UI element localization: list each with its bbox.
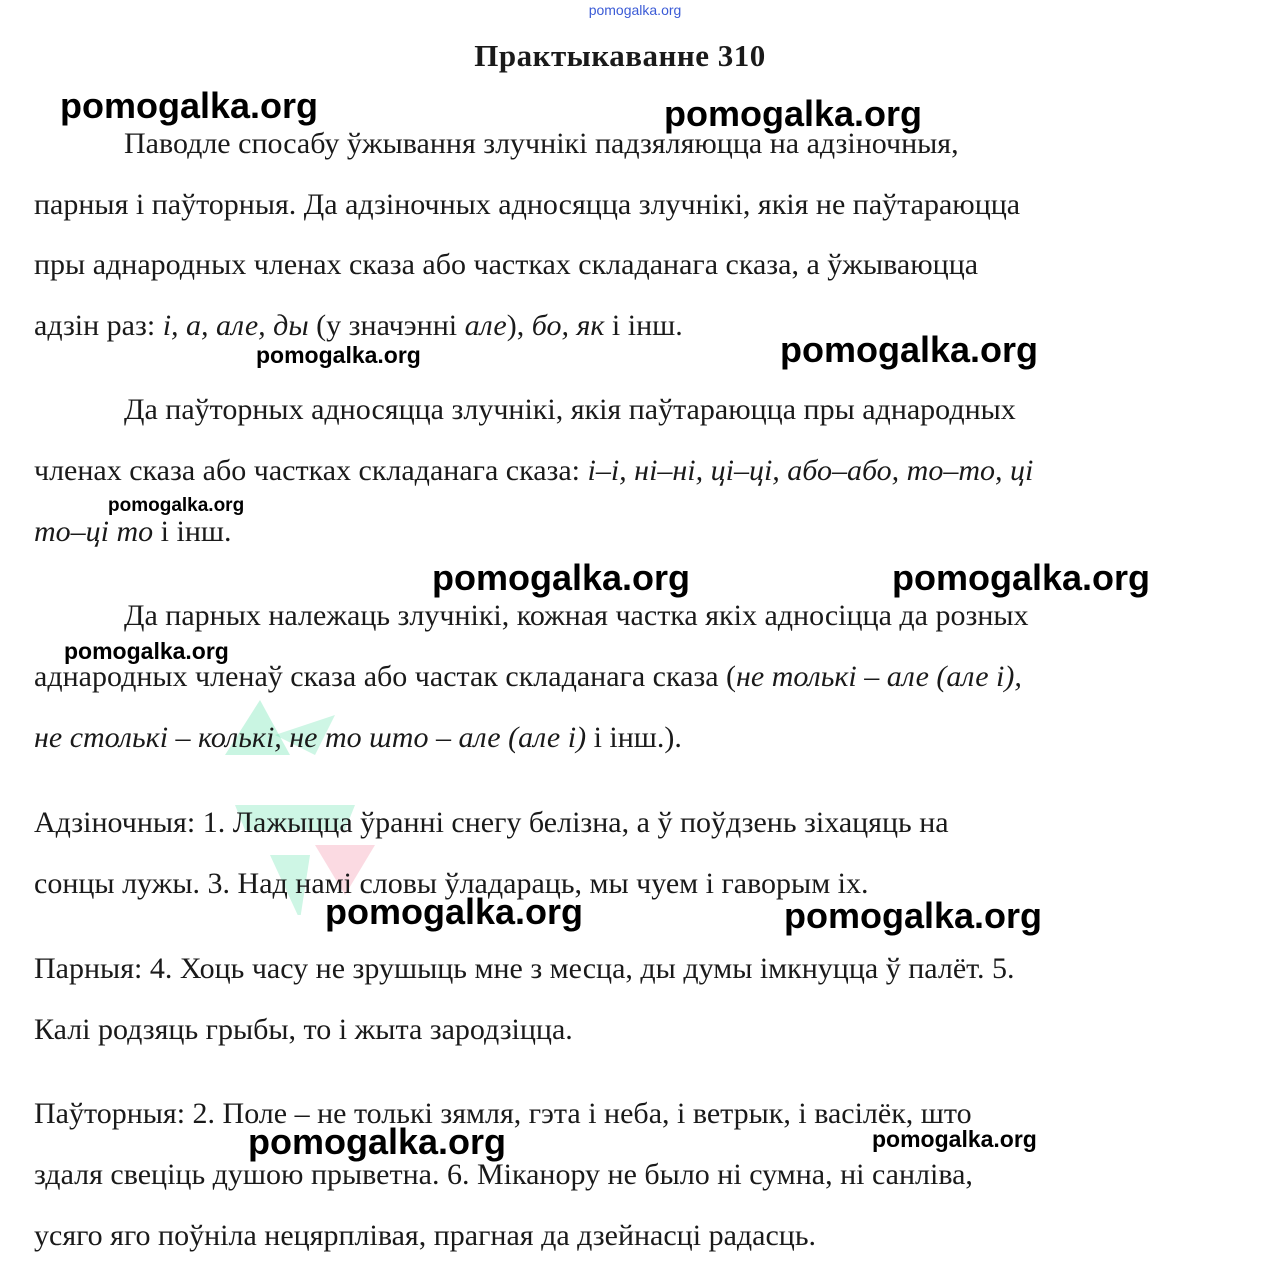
paragraph-2-line-2: членах сказа або частках складанага сказа: і–і, ні–ні, ці–ці, або–або, то–то, ці xyxy=(34,454,1034,487)
paragraph-3-line-1: Да парных належаць злучнікі, кожная частка якіх адносіцца да розных xyxy=(124,599,1029,632)
watermark: pomogalka.org xyxy=(892,557,1151,598)
answer-single-line-1: Адзіночныя: 1. Лажыцца ўранні снегу белізна, а ў поўдзень зіхацяць на xyxy=(34,806,949,839)
watermark: pomogalka.org xyxy=(256,342,421,368)
paragraph-1-line-2: парныя і паўторныя. Да адзіночных адносяцца злучнікі, якія не паўтараюцца xyxy=(34,188,1021,221)
paragraph-2-line-3: то–ці то і інш. xyxy=(34,515,232,548)
paragraph-3-line-3: не столькі – колькі, не то што – але (але і) і інш.). xyxy=(34,721,682,754)
paragraph-1-line-3: пры аднародных членах сказа або частках складанага сказа, а ўжываюцца xyxy=(34,248,979,281)
page-title: Практыкаванне 310 xyxy=(474,38,766,73)
paragraph-2-line-1: Да паўторных адносяцца злучнікі, якія паўтараюцца пры аднародных xyxy=(124,393,1016,426)
watermark: pomogalka.org xyxy=(64,638,229,664)
watermark: pomogalka.org xyxy=(872,1126,1037,1152)
site-link[interactable]: pomogalka.org xyxy=(588,2,682,18)
paragraph-3-line-2: аднародных членаў сказа або частак складанага сказа (не толькі – але (але і), xyxy=(34,660,1022,693)
watermark: pomogalka.org xyxy=(784,895,1043,936)
watermark: pomogalka.org xyxy=(325,891,584,932)
watermark: pomogalka.org xyxy=(780,329,1039,370)
answer-single-line-2: сонцы лужы. 3. Над намі словы ўладараць, мы чуем і гаворым іх. xyxy=(34,867,869,900)
answer-repeat-line-2: здаля свеціць душою прыветна. 6. Міканору не было ні сумна, ні санліва, xyxy=(34,1158,973,1191)
answer-paired-line-2: Калі родзяць грыбы, то і жыта зародзіцца. xyxy=(34,1013,573,1046)
answer-repeat-line-3: усяго яго поўніла нецярплівая, прагная да дзейнасці радасць. xyxy=(34,1219,817,1252)
watermark: pomogalka.org xyxy=(432,557,691,598)
answer-repeat-line-1: Паўторныя: 2. Поле – не толькі зямля, гэта і неба, і ветрык, і васілёк, што xyxy=(34,1097,972,1130)
paragraph-1-line-4: адзін раз: і, а, але, ды (у значэнні але), бо, як і інш. xyxy=(34,309,683,342)
watermark: pomogalka.org xyxy=(60,85,319,126)
watermark: pomogalka.org xyxy=(108,495,245,516)
watermark: pomogalka.org xyxy=(248,1121,507,1162)
answer-paired-line-1: Парныя: 4. Хоць часу не зрушыць мне з месца, ды думы імкнуцца ў палёт. 5. xyxy=(34,952,1015,985)
paragraph-1-line-1: Паводле спосабу ўжывання злучнікі падзяляюцца на адзіночныя, xyxy=(124,127,959,160)
watermark: pomogalka.org xyxy=(664,93,923,134)
